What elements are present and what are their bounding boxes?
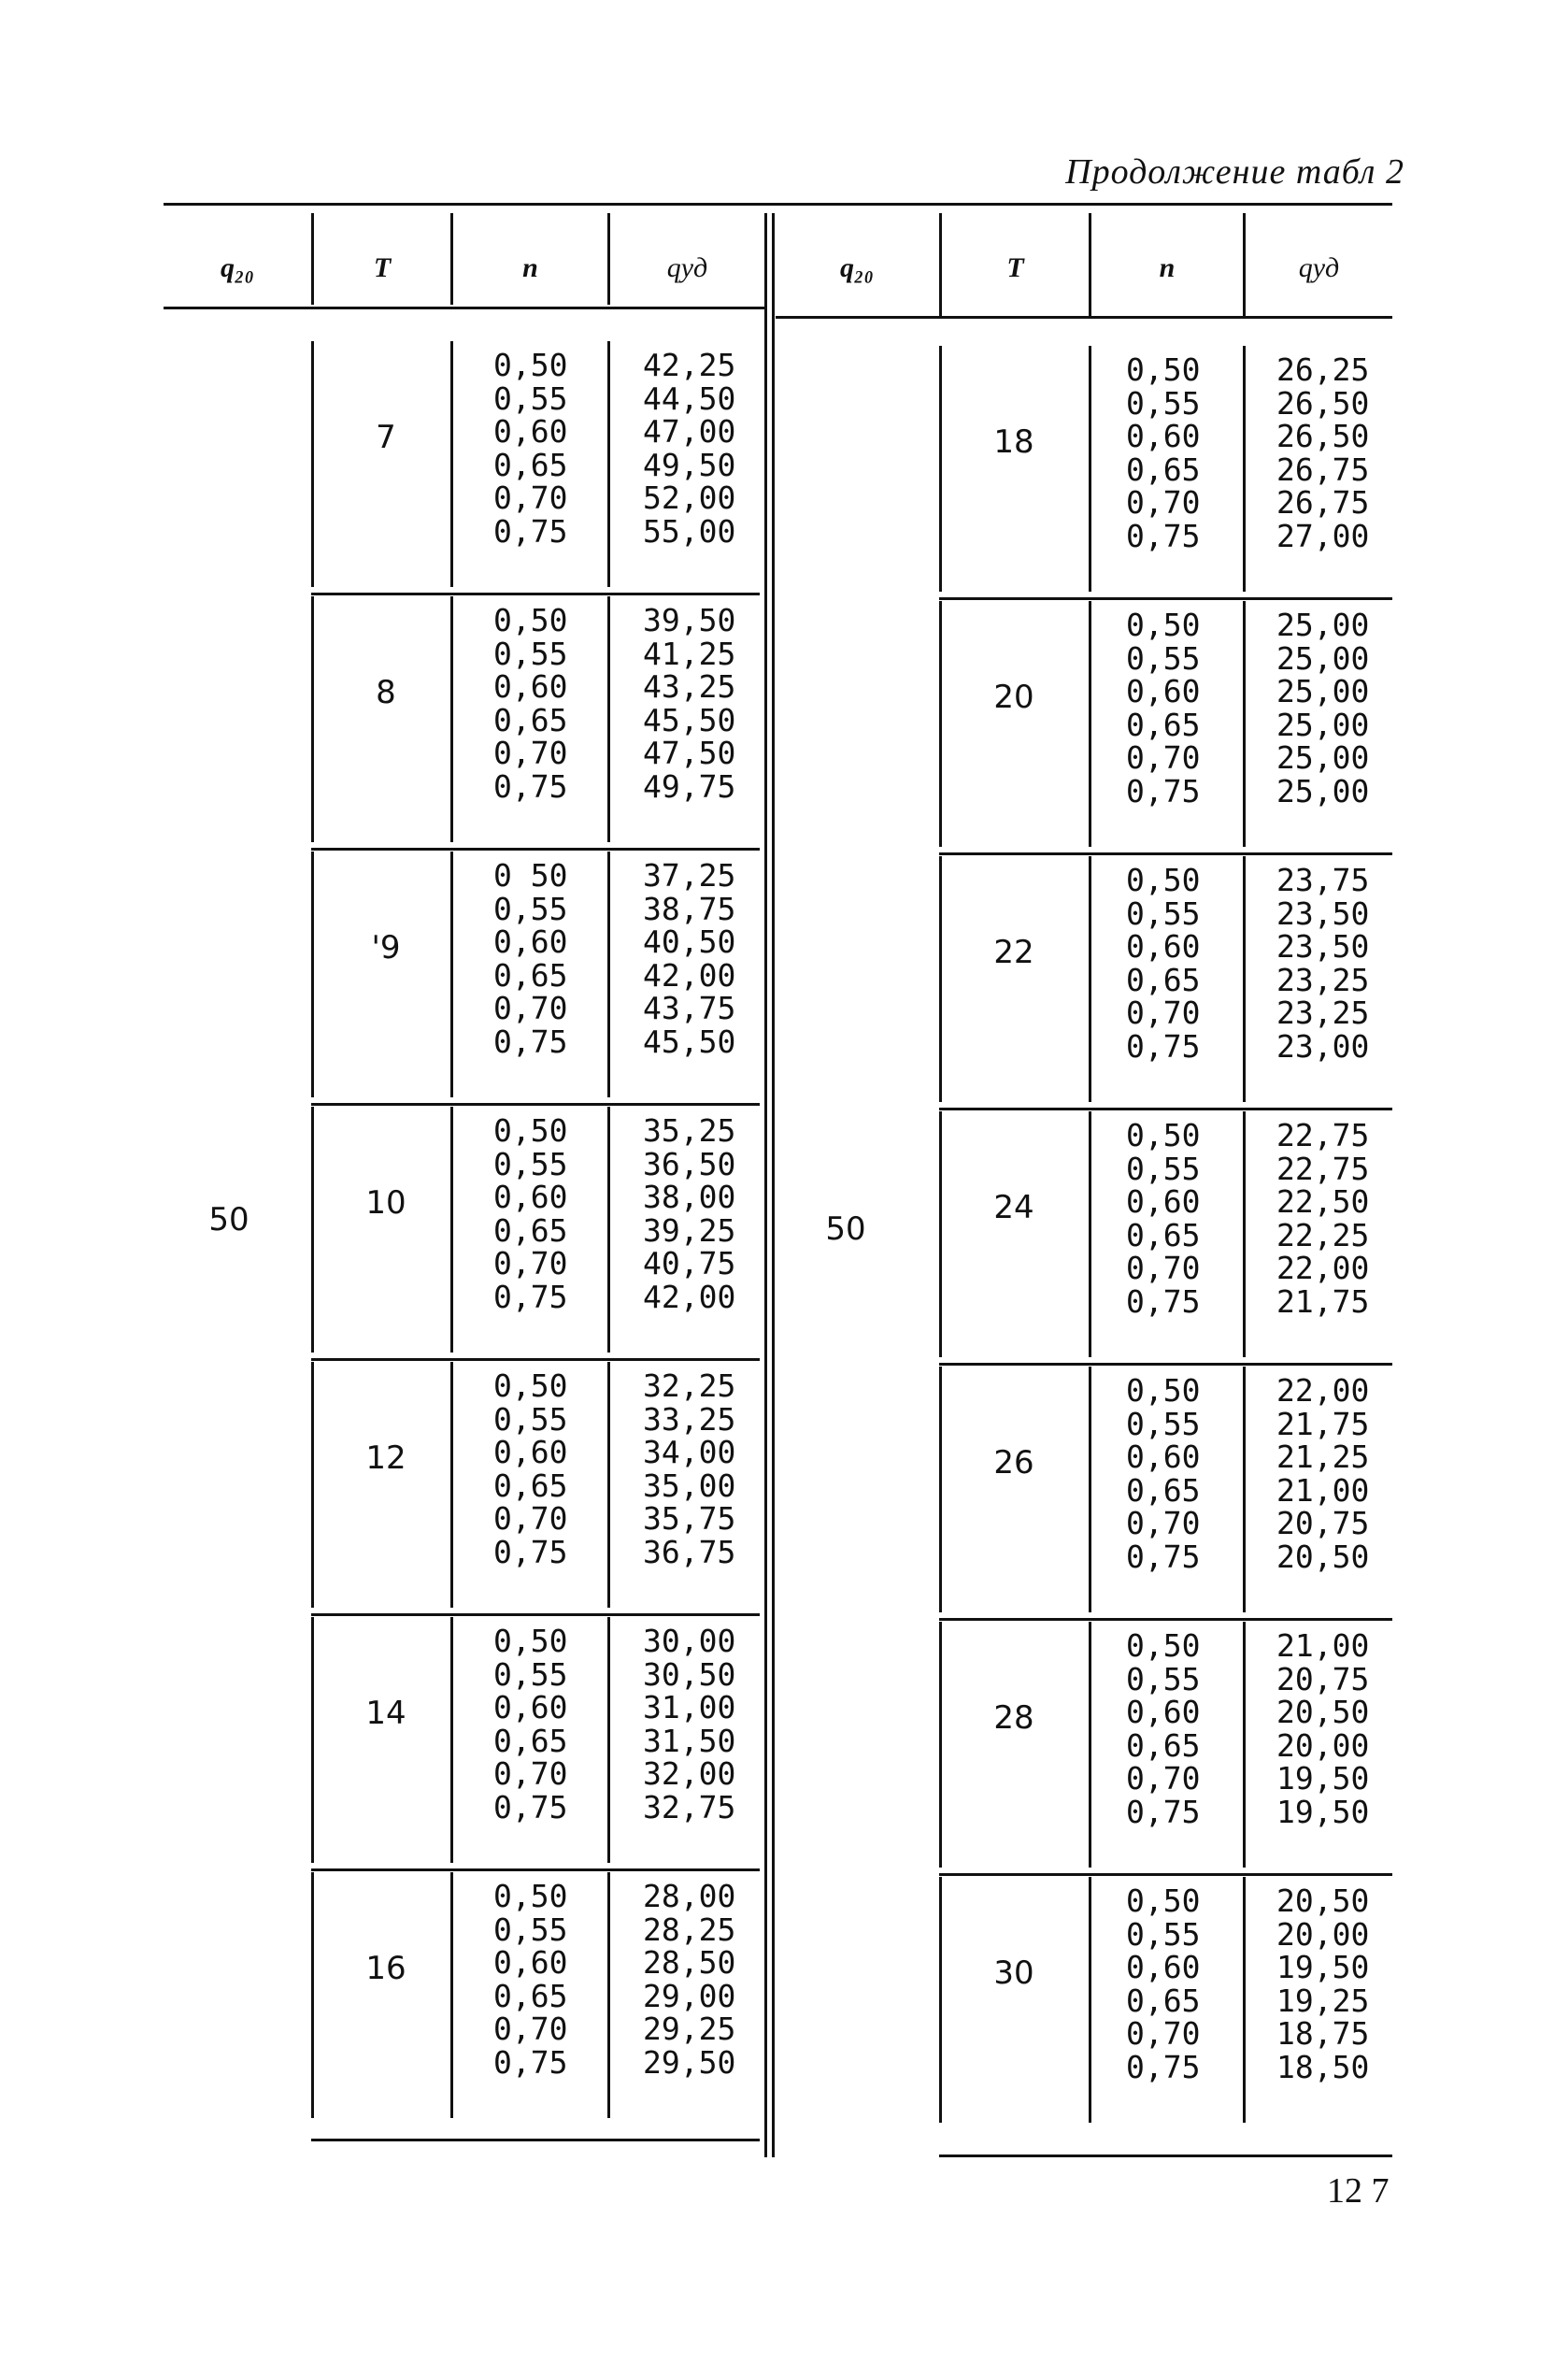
n-value: 0,65 [1126,961,1201,998]
n-values [493,349,567,548]
qud-value: 30,50 [643,1655,736,1693]
n-values [493,859,567,1058]
center-double-divider [764,213,767,2157]
group-separator [311,1613,760,1616]
n-value: 0,55 [493,1145,568,1182]
n-value: 0,70 [493,735,568,771]
n-value: 0,55 [493,1400,568,1438]
temperature-value: '9 [371,929,401,966]
right-q20-value: 50 [825,1210,866,1248]
qud-values [1276,864,1369,1063]
n-value: 0,70 [1126,2015,1201,2052]
n-value: 0,55 [493,379,568,417]
qud-value: 32,75 [643,1788,736,1825]
column-divider [939,856,942,1102]
n-value: 0,65 [1126,1216,1201,1253]
column-divider [311,596,314,842]
qud-value: 23,50 [1276,928,1370,965]
qud-value: 20,50 [1276,1694,1370,1730]
qud-values [643,1880,735,2079]
qud-value: 40,75 [643,1245,736,1281]
qud-value: 22,00 [1276,1372,1370,1409]
qud-values [1276,1119,1369,1318]
qud-values [643,1114,735,1313]
temperature-value: 28 [993,1699,1034,1737]
n-value: 0,75 [493,1788,568,1825]
qud-values [643,349,735,548]
qud-value: 27,00 [1276,517,1370,554]
qud-value: 45,50 [643,701,736,738]
column-divider [1089,1622,1091,1868]
n-value: 0,55 [493,1655,568,1693]
n-value: 0,75 [493,1023,568,1060]
qud-value: 35,75 [643,1500,736,1537]
n-values [493,1369,567,1568]
column-divider [607,596,610,842]
column-divider [1089,1877,1091,2123]
qud-value: 26,75 [1276,484,1370,521]
qud-value: 42,25 [643,347,736,383]
qud-value: 55,00 [643,512,736,550]
qud-values [643,859,735,1058]
table-continuation-caption: Продолжение табл 2 [1065,152,1404,192]
n-value: 0,75 [1126,1538,1201,1575]
column-divider [450,1362,453,1608]
group-separator [311,593,760,595]
qud-value: 28,25 [643,1911,736,1948]
qud-value: 29,50 [643,2043,736,2081]
header-t-right: T [1006,252,1024,283]
bottom-rule [939,2154,1392,2157]
n-values [1126,1884,1200,2083]
n-value: 0,50 [493,1623,568,1659]
qud-value: 20,00 [1276,1726,1370,1764]
column-divider [311,1107,314,1353]
n-value: 0,55 [493,1911,568,1948]
qud-value: 23,75 [1276,862,1370,898]
qud-value: 45,50 [643,1023,736,1060]
qud-value: 38,00 [643,1179,736,1215]
column-divider [1089,1111,1091,1357]
n-value: 0,50 [1126,1372,1201,1409]
n-values [1126,353,1200,552]
header-rule-right [776,316,1392,319]
n-value: 0,75 [1126,1027,1201,1065]
qud-values [1276,608,1369,808]
qud-value: 21,75 [1276,1282,1370,1320]
n-value: 0,50 [493,1878,568,1914]
n-value: 0,70 [1126,484,1201,521]
qud-value: 35,25 [643,1112,736,1149]
qud-value: 21,00 [1276,1471,1370,1509]
column-divider [1243,1111,1246,1357]
qud-value: 35,00 [643,1467,736,1504]
n-value: 0,75 [493,512,568,550]
n-values [1126,864,1200,1063]
n-values [493,1880,567,2079]
header-qud-right: qуд [1298,252,1340,283]
qud-value: 26,75 [1276,451,1370,488]
header-n-right: n [1159,252,1176,283]
group-separator [311,1868,760,1871]
column-divider [939,1111,942,1357]
n-value: 0,65 [493,956,568,994]
n-value: 0,65 [493,1977,568,2014]
n-value: 0,65 [1126,451,1201,488]
group-separator [939,1108,1392,1110]
n-value: 0,75 [1126,517,1201,554]
n-value: 0,75 [493,1533,568,1570]
temperature-value: 14 [365,1695,406,1732]
qud-values [643,1369,735,1568]
column-divider [939,346,942,592]
qud-value: 20,75 [1276,1505,1370,1541]
column-divider [1243,346,1246,592]
n-value: 0,50 [1126,1627,1201,1664]
header-qud-left: qуд [666,252,708,283]
qud-value: 36,50 [643,1145,736,1182]
n-value: 0,60 [1126,1183,1201,1220]
qud-value: 22,75 [1276,1117,1370,1153]
temperature-value: 20 [993,679,1034,716]
n-value: 0,65 [1126,1471,1201,1509]
n-value: 0,60 [493,1179,568,1215]
qud-value: 22,25 [1276,1216,1370,1253]
qud-value: 18,50 [1276,2048,1370,2085]
temperature-value: 24 [993,1189,1034,1226]
qud-value: 41,25 [643,635,736,672]
n-value: 0,50 [493,1367,568,1404]
qud-value: 32,25 [643,1367,736,1404]
header-n-left: n [522,252,538,283]
qud-value: 49,75 [643,767,736,805]
qud-value: 20,50 [1276,1882,1370,1919]
qud-value: 29,00 [643,1977,736,2014]
qud-value: 23,25 [1276,995,1370,1031]
column-divider [450,1617,453,1863]
column-divider [607,1362,610,1608]
qud-value: 31,50 [643,1722,736,1759]
column-divider [607,1872,610,2118]
qud-values [643,1625,735,1824]
n-value: 0,70 [1126,1505,1201,1541]
temperature-value: 7 [376,419,396,456]
qud-value: 21,25 [1276,1439,1370,1475]
group-separator [311,848,760,851]
qud-value: 23,25 [1276,961,1370,998]
n-value: 0,75 [1126,1282,1201,1320]
qud-values [1276,1629,1369,1828]
n-value: 0,65 [493,701,568,738]
qud-value: 25,00 [1276,772,1370,809]
n-value: 0,55 [1126,1150,1201,1187]
column-divider [1089,601,1091,847]
n-value: 0,60 [1126,1439,1201,1475]
column-divider [450,341,453,587]
qud-value: 22,00 [1276,1250,1370,1286]
group-separator [939,1363,1392,1366]
column-divider [1089,856,1091,1102]
n-value: 0,70 [1126,995,1201,1031]
header-t-left: T [373,252,392,283]
qud-value: 20,50 [1276,1538,1370,1575]
bottom-rule [311,2139,760,2141]
n-value: 0,70 [1126,739,1201,776]
column-divider [939,1367,942,1612]
qud-value: 26,50 [1276,384,1370,422]
group-separator [939,597,1392,600]
column-divider [311,1617,314,1863]
n-value: 0,50 [493,1112,568,1149]
qud-value: 38,75 [643,890,736,927]
column-divider [311,852,314,1097]
n-values [1126,1374,1200,1573]
n-value: 0,70 [493,2011,568,2047]
qud-value: 39,25 [643,1211,736,1249]
qud-value: 25,00 [1276,639,1370,677]
n-value: 0,70 [493,1245,568,1281]
qud-values [1276,353,1369,552]
n-value: 0,60 [1126,928,1201,965]
page-number: 12 7 [1327,2171,1390,2211]
n-value: 0,65 [1126,1726,1201,1764]
n-value: 0,75 [1126,1793,1201,1830]
n-values [493,604,567,803]
column-divider [607,1617,610,1863]
n-value: 0,75 [1126,772,1201,809]
column-divider [1243,856,1246,1102]
qud-value: 30,00 [643,1623,736,1659]
column-divider [450,1872,453,2118]
qud-value: 21,00 [1276,1627,1370,1664]
temperature-value: 26 [993,1444,1034,1482]
n-value: 0,50 [1126,607,1201,643]
n-value: 0,60 [493,923,568,960]
n-value: 0,60 [1126,1694,1201,1730]
qud-value: 47,50 [643,735,736,771]
qud-value: 37,25 [643,857,736,894]
column-divider [607,852,610,1097]
column-divider [1089,346,1091,592]
n-value: 0,70 [1126,1250,1201,1286]
column-divider [1243,1367,1246,1612]
column-divider [311,1872,314,2118]
qud-value: 32,00 [643,1755,736,1792]
n-value: 0,60 [1126,1949,1201,1985]
qud-value: 23,50 [1276,895,1370,932]
qud-value: 25,00 [1276,673,1370,709]
n-values [1126,1629,1200,1828]
n-value: 0,75 [493,1278,568,1315]
temperature-value: 22 [993,934,1034,971]
qud-value: 26,50 [1276,418,1370,454]
column-divider [607,1107,610,1353]
n-value: 0,50 [493,602,568,638]
qud-value: 19,50 [1276,1949,1370,1985]
n-values [493,1625,567,1824]
column-divider [607,341,610,587]
qud-value: 26,25 [1276,351,1370,388]
qud-value: 28,50 [643,1944,736,1981]
column-divider [450,852,453,1097]
qud-value: 47,00 [643,413,736,450]
group-separator [939,1873,1392,1876]
left-q20-value: 50 [208,1201,249,1238]
n-value: 0,70 [493,480,568,516]
temperature-value: 10 [365,1184,406,1222]
qud-value: 25,00 [1276,706,1370,743]
qud-values [1276,1884,1369,2083]
header-q20-left: q₂₀ [221,252,254,283]
qud-value: 39,50 [643,602,736,638]
n-value: 0,60 [493,668,568,705]
n-value: 0,70 [493,990,568,1026]
n-value: 0,75 [1126,2048,1201,2085]
qud-value: 20,75 [1276,1660,1370,1697]
n-value: 0,70 [493,1755,568,1792]
column-divider [1243,1877,1246,2123]
temperature-value: 12 [365,1439,406,1477]
n-value: 0,70 [493,1500,568,1537]
n-value: 0,55 [1126,895,1201,932]
n-value: 0,70 [1126,1760,1201,1797]
qud-value: 22,75 [1276,1150,1370,1187]
n-value: 0,50 [493,347,568,383]
n-value: 0,55 [493,890,568,927]
column-divider [939,601,942,847]
qud-value: 33,25 [643,1400,736,1438]
qud-value: 22,50 [1276,1183,1370,1220]
n-value: 0,60 [493,1434,568,1470]
n-value: 0,75 [493,767,568,805]
n-value: 0,65 [493,1467,568,1504]
qud-value: 42,00 [643,1278,736,1315]
qud-value: 34,00 [643,1434,736,1470]
column-divider [450,596,453,842]
temperature-value: 30 [993,1954,1034,1992]
n-value: 0,55 [1126,639,1201,677]
qud-value: 36,75 [643,1533,736,1570]
temperature-value: 16 [365,1950,406,1987]
n-value: 0,65 [1126,706,1201,743]
n-value: 0,50 [1126,1882,1201,1919]
qud-value: 52,00 [643,480,736,516]
qud-value: 31,00 [643,1689,736,1725]
n-values [1126,608,1200,808]
qud-value: 18,75 [1276,2015,1370,2052]
n-value: 0,60 [493,413,568,450]
column-divider [1243,601,1246,847]
qud-value: 25,00 [1276,739,1370,776]
group-separator [311,1358,760,1361]
qud-value: 40,50 [643,923,736,960]
n-value: 0,50 [1126,1117,1201,1153]
n-value: 0,55 [1126,1915,1201,1953]
qud-values [1276,1374,1369,1573]
header-q20-right: q₂₀ [840,252,874,283]
n-value: 0,55 [493,635,568,672]
column-divider [1089,1367,1091,1612]
qud-values [643,604,735,803]
n-value: 0,60 [1126,418,1201,454]
group-separator [311,1103,760,1106]
n-values [493,1114,567,1313]
n-value: 0,65 [493,1211,568,1249]
qud-value: 19,50 [1276,1793,1370,1830]
n-value: 0,60 [1126,673,1201,709]
n-value: 0,65 [1126,1982,1201,2019]
top-rule [164,203,1392,206]
n-value: 0,55 [1126,384,1201,422]
n-value: 0,50 [1126,351,1201,388]
qud-value: 28,00 [643,1878,736,1914]
n-values [1126,1119,1200,1318]
column-divider [1243,1622,1246,1868]
n-value: 0,65 [493,1722,568,1759]
column-divider [450,1107,453,1353]
n-value: 0,60 [493,1944,568,1981]
qud-value: 21,75 [1276,1405,1370,1442]
qud-value: 29,25 [643,2011,736,2047]
qud-value: 20,00 [1276,1915,1370,1953]
temperature-value: 18 [993,423,1034,461]
qud-value: 19,50 [1276,1760,1370,1797]
n-value: 0,75 [493,2043,568,2081]
qud-value: 43,25 [643,668,736,705]
center-double-divider [772,213,775,2157]
n-value: 0,55 [1126,1405,1201,1442]
column-divider [939,1877,942,2123]
n-value: 0 50 [493,857,568,894]
qud-value: 25,00 [1276,607,1370,643]
qud-value: 43,75 [643,990,736,1026]
group-separator [939,1618,1392,1621]
column-divider [939,1622,942,1868]
temperature-value: 8 [376,674,396,711]
column-divider [311,1362,314,1608]
n-value: 0,55 [1126,1660,1201,1697]
n-value: 0,65 [493,446,568,483]
qud-value: 49,50 [643,446,736,483]
group-separator [939,852,1392,855]
n-value: 0,60 [493,1689,568,1725]
qud-value: 23,00 [1276,1027,1370,1065]
qud-value: 42,00 [643,956,736,994]
qud-value: 19,25 [1276,1982,1370,2019]
column-divider [311,341,314,587]
n-value: 0,50 [1126,862,1201,898]
qud-value: 44,50 [643,379,736,417]
